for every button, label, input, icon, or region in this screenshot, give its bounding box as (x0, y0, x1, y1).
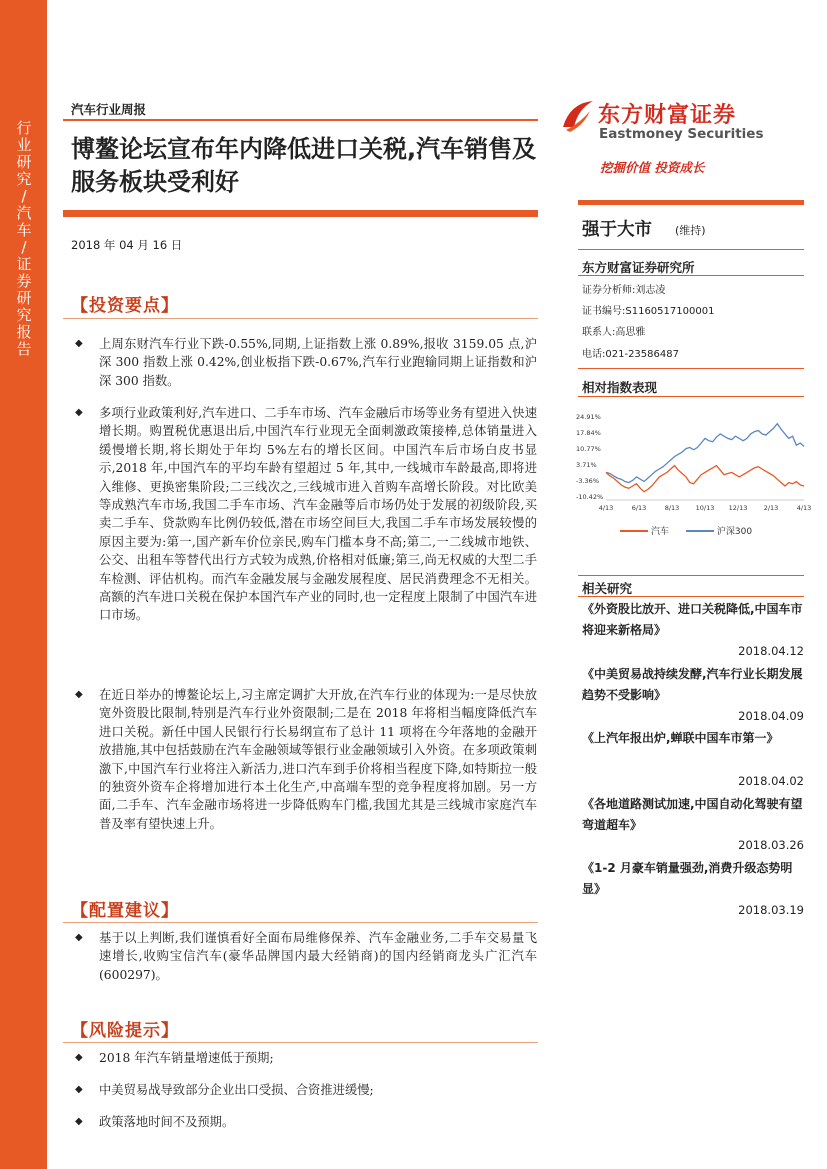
analyst-line: 证券分析师:刘志凌 (582, 285, 666, 296)
divider (578, 596, 804, 597)
chart-legend (620, 524, 766, 537)
bullet-text: 中美贸易战导致部分企业出口受损、合资推进缓慢; (99, 1083, 374, 1097)
list-item (75, 1081, 537, 1099)
diamond-bullet-icon: ◆ (75, 1052, 83, 1063)
bullet-text: 基于以上判断,我们谨慎看好全面布局维修保养、汽车金融业务,二手车交易量飞速增长,收购宝信汽车(豪华品牌国内最大经销商)的国内经销商龙头广汇汽车(600297)。 (99, 931, 537, 982)
title-rule (63, 210, 538, 217)
relative-index-chart (576, 404, 812, 544)
side-char: / (21, 187, 27, 205)
research-item-title[interactable]: 《各地道路测试加速,中国自动化驾驶有望弯道超车》 (582, 797, 803, 832)
diamond-bullet-icon: ◆ (75, 407, 83, 418)
divider (578, 249, 804, 250)
side-char: 究 (16, 170, 32, 188)
x-tick-label: 8/13 (664, 504, 680, 512)
x-tick-label: 12/13 (728, 504, 748, 512)
rating-label: 强于大市 (582, 220, 652, 240)
divider (578, 575, 804, 576)
research-item-title[interactable]: 《外资股比放开、进口关税降低,中国车市将迎来新格局》 (582, 602, 803, 637)
section-rule (63, 1042, 538, 1043)
header-rule (63, 119, 538, 121)
divider (578, 396, 804, 397)
research-item-date: 2018.03.19 (738, 903, 804, 917)
list-item (75, 1049, 537, 1067)
list-item (75, 1113, 537, 1131)
institute-name: 东方财富证券研究所 (582, 260, 695, 275)
diamond-bullet-icon: ◆ (75, 932, 83, 943)
legend-label: 沪深300 (716, 527, 753, 537)
rating-rule (578, 200, 804, 205)
x-tick-label: 10/13 (695, 504, 715, 512)
side-char: 业 (16, 136, 32, 154)
report-type: 汽车行业周报 (71, 102, 147, 117)
page-title: 博鳌论坛宣布年内降低进口关税,汽车销售及服务板块受利好 (71, 135, 537, 196)
research-item-date: 2018.04.02 (738, 774, 804, 788)
x-tick-label: 2/13 (763, 504, 779, 512)
x-tick-label: 4/13 (796, 504, 812, 512)
y-tick-label: 3.71% (576, 461, 597, 470)
research-item-title[interactable]: 《上汽年报出炉,蝉联中国车市第一》 (582, 731, 779, 745)
side-category-label (12, 120, 36, 358)
y-tick-label: 17.84% (576, 429, 601, 438)
y-tick-label: 24.91% (576, 413, 601, 421)
x-tick-label: 6/13 (631, 504, 647, 512)
bullet-text: 政策落地时间不及预期。 (99, 1115, 235, 1129)
x-tick-label: 4/13 (598, 504, 614, 512)
section-rule (63, 318, 538, 319)
brand-name-cn: 东方财富证券 (598, 103, 737, 128)
list-item (75, 404, 537, 625)
section-title-allocation: 【配置建议】 (71, 901, 179, 921)
brand-slogan: 挖掘价值 投资成长 (600, 160, 705, 175)
rating-note: (维持) (675, 224, 706, 237)
side-char: 研 (16, 289, 32, 307)
bullet-text: 2018 年汽车销量增速低于预期; (99, 1051, 274, 1065)
research-item-title[interactable]: 《1-2 月豪车销量强劲,消费升级态势明显》 (582, 861, 793, 896)
list-item (75, 929, 537, 984)
list-item (75, 686, 537, 833)
side-char: 证 (16, 255, 32, 273)
divider (578, 368, 804, 369)
research-item-date: 2018.04.09 (738, 709, 804, 723)
y-tick-label: -10.42% (576, 493, 604, 501)
contact-line: 联系人:高思雅 (582, 327, 646, 338)
side-char: 研 (16, 153, 32, 171)
diamond-bullet-icon: ◆ (75, 1116, 83, 1127)
side-char: 究 (16, 306, 32, 324)
brand-name-en: Eastmoney Securities (599, 126, 764, 142)
phone-line: 电话:021-23586487 (582, 349, 679, 360)
bullet-text: 多项行业政策利好,汽车进口、二手车市场、汽车金融后市场等业务有望进入快速增长期。购置税优惠退出后,中国汽车行业现无全面刺激政策接棒,总体销量进入缓慢增长期,将长期处于年均 5%左右的增长区间。中国汽车后市场白皮书显示,2018 年,中国汽车的平均车龄有望超过 5 年,其中,一线城市车龄最高,即将进入维修、更换密集阶段;二三线次之,三线城市进入首购车高增长阶段。对比欧美等成熟汽车市场,我国二手车市场、汽车金融等后市场仍处于发展的初级阶段,买卖二手车、贷款购车比例仍较低,潜在市场空间巨大,我国二手车市场发展较慢的原因主要为:第一,国产新车价位亲民,购车门槛本身不高;第二,一二线城市地铁、公交、出租车等替代出行方式较为成熟,价格相对低廉;第三,尚无权威的大型二手车检测、评估机构。而汽车金融发展与金融发展程度、居民消费理念不无相关。高额的汽车进口关税在保护本国汽车产业的同时,也一定程度上限制了中国汽车进口市场。 (99, 406, 537, 623)
series-line (606, 466, 804, 492)
research-section-title: 相关研究 (582, 581, 633, 596)
legend-swatch (620, 530, 648, 532)
y-tick-label: -3.36% (576, 477, 599, 486)
legend-item-hs300 (686, 524, 752, 537)
section-title-investment: 【投资要点】 (71, 296, 179, 316)
research-item-title[interactable]: 《中美贸易战持续发酵,汽车行业长期发展趋势不受影响》 (582, 667, 803, 702)
side-char: 券 (16, 272, 32, 290)
y-tick-label: 10.77% (576, 445, 601, 454)
diamond-bullet-icon: ◆ (75, 338, 83, 349)
cert-line: 证书编号:S1160517100001 (582, 306, 715, 317)
legend-item-auto (620, 524, 669, 537)
diamond-bullet-icon: ◆ (75, 1084, 83, 1095)
side-char: 告 (16, 340, 32, 358)
report-date: 2018 年 04 月 16 日 (71, 238, 183, 252)
side-char: 汽 (16, 204, 32, 222)
list-item (75, 335, 537, 390)
series-line (606, 424, 804, 483)
eastmoney-logo-icon (560, 97, 596, 133)
side-char: 行 (16, 119, 32, 137)
bullet-text: 上周东财汽车行业下跌-0.55%,同期,上证指数上涨 0.89%,报收 3159.05 点,沪深 300 指数上涨 0.42%,创业板指下跌-0.67%,汽车行业跑输同期上证指数和沪深 300 指数。 (99, 337, 537, 388)
bullet-text: 在近日举办的博鳌论坛上,习主席定调扩大开放,在汽车行业的体现为:一是尽快放宽外资股比限制,特别是汽车行业外资限制;二是在 2018 年将相当幅度降低汽车进口关税。新任中国人民银行行长易纲宣布了总计 11 项将在今年落地的金融开放措施,其中包括鼓励在汽车金融领域等银行业金融领域引入外资。在多项政策刺激下,中国汽车行业将注入新活力,进口汽车到手价将相当程度下降,如特斯拉一般的独资外资车企将增加进行本土化生产,中高端车型的竞争程度将加剧。另一方面,二手车、汽车金融市场将进一步降低购车门槛,我国尤其是三线城市家庭汽车普及率有望快速上升。 (99, 688, 537, 831)
side-char: 报 (16, 323, 32, 341)
legend-swatch (686, 530, 714, 532)
section-title-risk: 【风险提示】 (71, 1021, 179, 1041)
section-rule (63, 922, 538, 923)
divider (578, 275, 804, 276)
diamond-bullet-icon: ◆ (75, 689, 83, 700)
research-item-date: 2018.04.12 (738, 644, 804, 658)
research-item-date: 2018.03.26 (738, 838, 804, 852)
side-char: / (21, 238, 27, 256)
chart-section-title: 相对指数表现 (582, 380, 658, 395)
side-char: 车 (16, 221, 32, 239)
legend-label: 汽车 (651, 527, 670, 537)
